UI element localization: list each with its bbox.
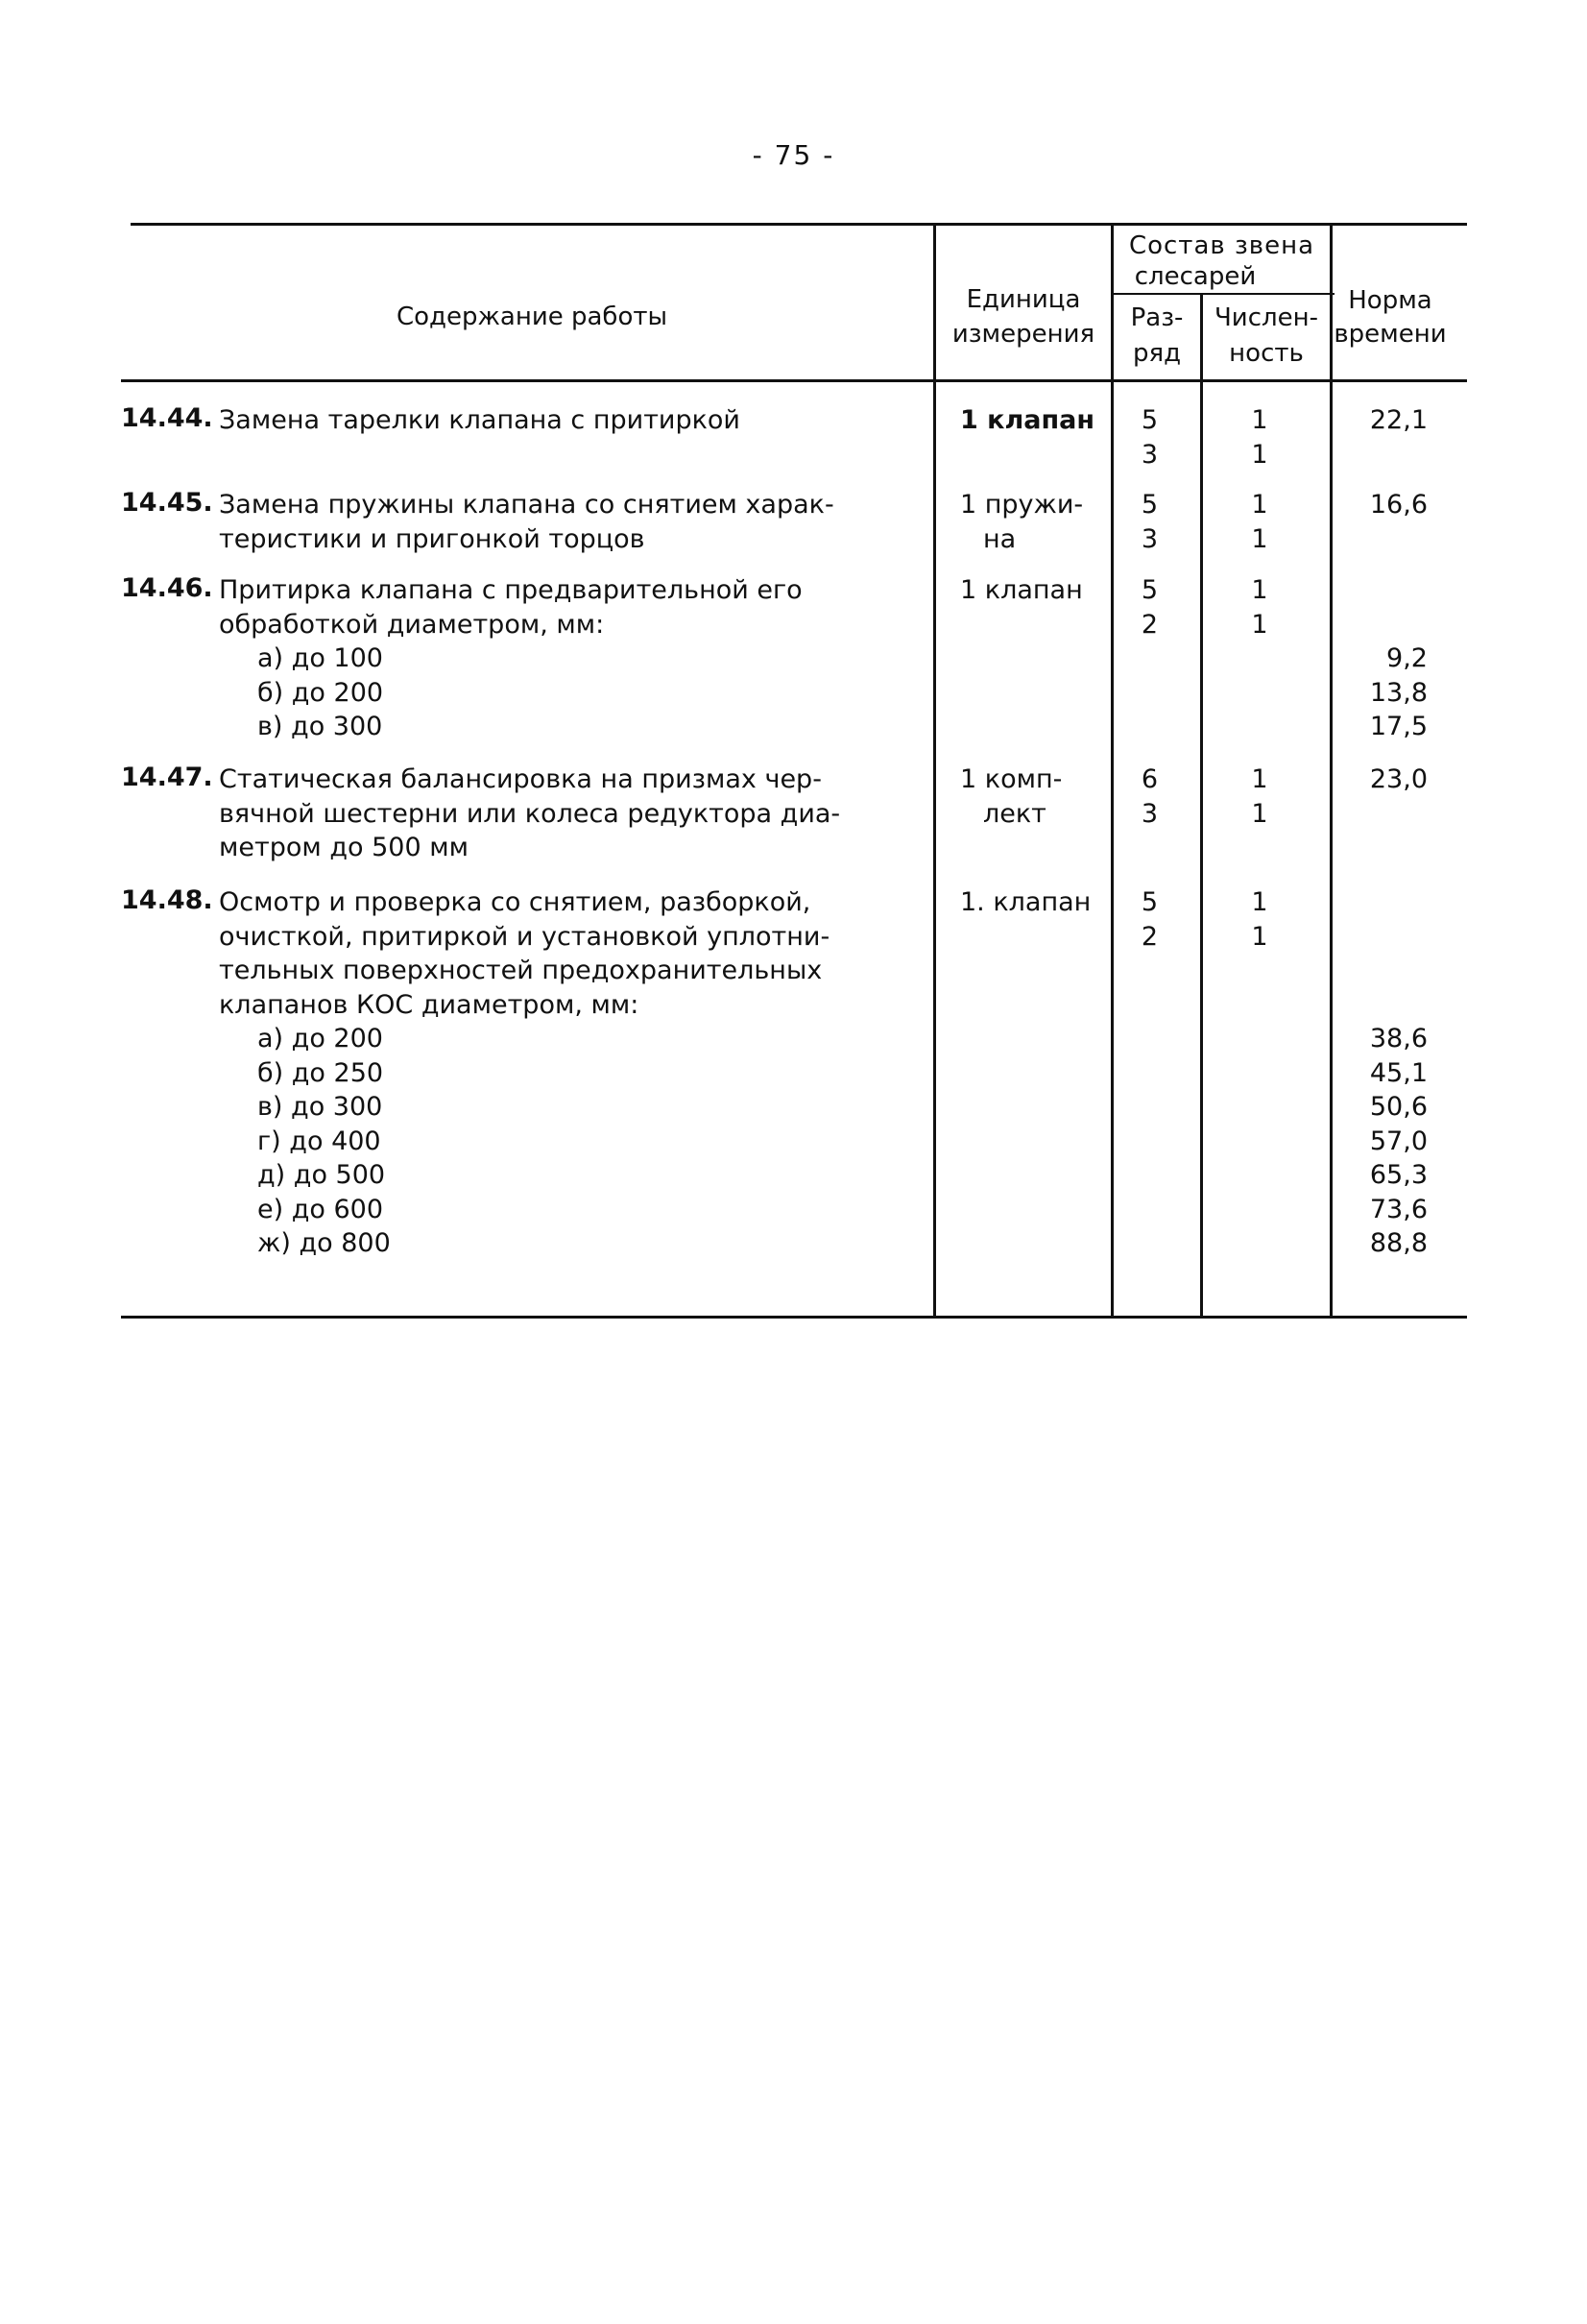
cell-text-line: 1: [1251, 405, 1268, 435]
row-number: 14.45.: [121, 488, 213, 518]
cell-text-line: 1: [1251, 764, 1268, 794]
cell-text-line: 2: [1141, 921, 1159, 952]
row-rank: [1114, 885, 1186, 954]
row-norm: [1339, 763, 1428, 797]
cell-text-line: 22,1: [1369, 405, 1428, 435]
column-divider-unit: [933, 223, 936, 1319]
cell-text-line: 3: [1141, 523, 1159, 554]
row-rank: [1114, 763, 1186, 831]
cell-text-line: 1: [1251, 439, 1268, 470]
row-norm: [1339, 488, 1428, 522]
cell-text-line: теристики и пригонкой торцов: [219, 523, 645, 554]
cell-text-line: метром до 500 мм: [219, 833, 469, 862]
row-norm: [1339, 1022, 1428, 1261]
cell-text-line: г) до 400: [257, 1126, 381, 1156]
row-rank: [1114, 403, 1186, 472]
cell-text-line: Замена пружины клапана со снятием харак-: [219, 490, 834, 520]
header-unit-line2: измерения: [951, 320, 1095, 349]
column-divider-norm: [1330, 223, 1333, 1319]
row-number: 14.44.: [121, 403, 213, 433]
cell-text-line: а) до 100: [257, 643, 383, 673]
cell-text-line: на: [983, 523, 1017, 554]
header-crew-line2: слесарей: [1134, 262, 1257, 291]
cell-text-line: 1: [1251, 523, 1268, 554]
cell-text-line: 5: [1141, 887, 1159, 917]
cell-text-line: клапанов КОС диаметром, мм:: [219, 989, 639, 1020]
cell-text-line: б) до 200: [257, 677, 384, 708]
header-unit-line1: Единица: [966, 285, 1081, 314]
cell-text-line: 5: [1141, 575, 1159, 605]
cell-text-line: 1 клапан: [960, 405, 1095, 435]
cell-text-line: 5: [1141, 490, 1159, 520]
cell-text-line: 1 комп-: [960, 764, 1063, 794]
cell-text-line: 16,6: [1369, 490, 1428, 520]
cell-text-line: 6: [1141, 764, 1159, 794]
row-count: [1212, 885, 1308, 954]
cell-text-line: 9,2: [1386, 643, 1428, 673]
cell-text-line: Осмотр и проверка со снятием, разборкой,: [219, 887, 811, 917]
cell-text-line: ж) до 800: [257, 1228, 391, 1258]
cell-text-line: Статическая балансировка на призмах чер-: [219, 764, 822, 794]
cell-text-line: 1: [1251, 609, 1268, 640]
row-description: [219, 885, 872, 1022]
header-bottom-rule: [121, 379, 1467, 382]
cell-text-line: 65,3: [1369, 1160, 1428, 1190]
cell-text-line: 50,6: [1369, 1092, 1428, 1122]
cell-text-line: 1: [1251, 575, 1268, 605]
row-description: [219, 573, 872, 642]
cell-text-line: 88,8: [1369, 1228, 1428, 1258]
cell-text-line: а) до 200: [257, 1024, 383, 1053]
row-description: [219, 763, 872, 865]
row-unit: [960, 488, 1114, 556]
cell-text-line: 57,0: [1369, 1126, 1428, 1156]
cell-text-line: очисткой, притиркой и установкой уплотни-: [219, 921, 830, 952]
table-top-rule: [131, 223, 1467, 226]
cell-text-line: 1 клапан: [960, 575, 1083, 605]
cell-text-line: в) до 300: [257, 712, 383, 741]
row-description: [219, 488, 872, 556]
row-number: 14.47.: [121, 763, 213, 792]
row-norm: [1339, 642, 1428, 744]
cell-text-line: 38,6: [1369, 1024, 1428, 1053]
row-count: [1212, 403, 1308, 472]
row-number: 14.46.: [121, 573, 213, 603]
cell-text-line: 3: [1141, 798, 1159, 829]
header-rank-line1: Раз-: [1130, 303, 1184, 332]
header-crew-line1: Состав звена: [1128, 231, 1315, 260]
cell-text-line: 1: [1251, 490, 1268, 520]
row-unit: [960, 403, 1114, 438]
row-number: 14.48.: [121, 885, 213, 915]
cell-text-line: 45,1: [1369, 1057, 1428, 1088]
cell-text-line: 23,0: [1369, 764, 1428, 794]
cell-text-line: е) до 600: [257, 1194, 384, 1224]
header-count-line2: ность: [1229, 339, 1304, 368]
cell-text-line: вячной шестерни или колеса редуктора диа-: [219, 798, 841, 829]
cell-text-line: д) до 500: [257, 1160, 386, 1190]
row-count: [1212, 763, 1308, 831]
cell-text-line: 5: [1141, 405, 1159, 435]
header-norm-line1: Норма: [1348, 286, 1432, 315]
cell-text-line: в) до 300: [257, 1092, 383, 1122]
row-rank: [1114, 573, 1186, 642]
header-content: Содержание работы: [396, 303, 668, 331]
row-count: [1212, 488, 1308, 556]
header-rank-line2: ряд: [1132, 339, 1182, 368]
row-unit: [960, 573, 1114, 608]
row-unit: [960, 763, 1114, 831]
cell-text-line: 13,8: [1369, 677, 1428, 708]
header-norm-line2: времени: [1334, 320, 1447, 349]
row-count: [1212, 573, 1308, 642]
cell-text-line: Притирка клапана с предварительной его: [219, 575, 803, 605]
header-count-line1: Числен-: [1214, 303, 1318, 332]
table-bottom-rule: [121, 1316, 1467, 1319]
cell-text-line: 1: [1251, 798, 1268, 829]
row-norm: [1339, 403, 1428, 438]
column-divider-count: [1200, 293, 1203, 1319]
cell-text-line: 2: [1141, 609, 1159, 640]
cell-text-line: 1: [1251, 887, 1268, 917]
cell-text-line: 73,6: [1369, 1194, 1428, 1224]
row-description: [219, 403, 872, 438]
row-unit: [960, 885, 1114, 920]
cell-text-line: лект: [983, 798, 1046, 829]
row-subitems: [257, 642, 383, 744]
cell-text-line: Замена тарелки клапана с притиркой: [219, 405, 740, 435]
cell-text-line: 1. клапан: [960, 887, 1092, 917]
cell-text-line: тельных поверхностей предохранительных: [219, 956, 823, 985]
cell-text-line: б) до 250: [257, 1057, 384, 1088]
cell-text-line: обработкой диаметром, мм:: [219, 609, 605, 640]
cell-text-line: 1: [1251, 921, 1268, 952]
cell-text-line: 17,5: [1369, 712, 1428, 741]
cell-text-line: 3: [1141, 439, 1159, 470]
cell-text-line: 1 пружи-: [960, 490, 1084, 520]
row-rank: [1114, 488, 1186, 556]
page-number: - 75 -: [752, 139, 835, 171]
row-subitems: [257, 1022, 391, 1261]
